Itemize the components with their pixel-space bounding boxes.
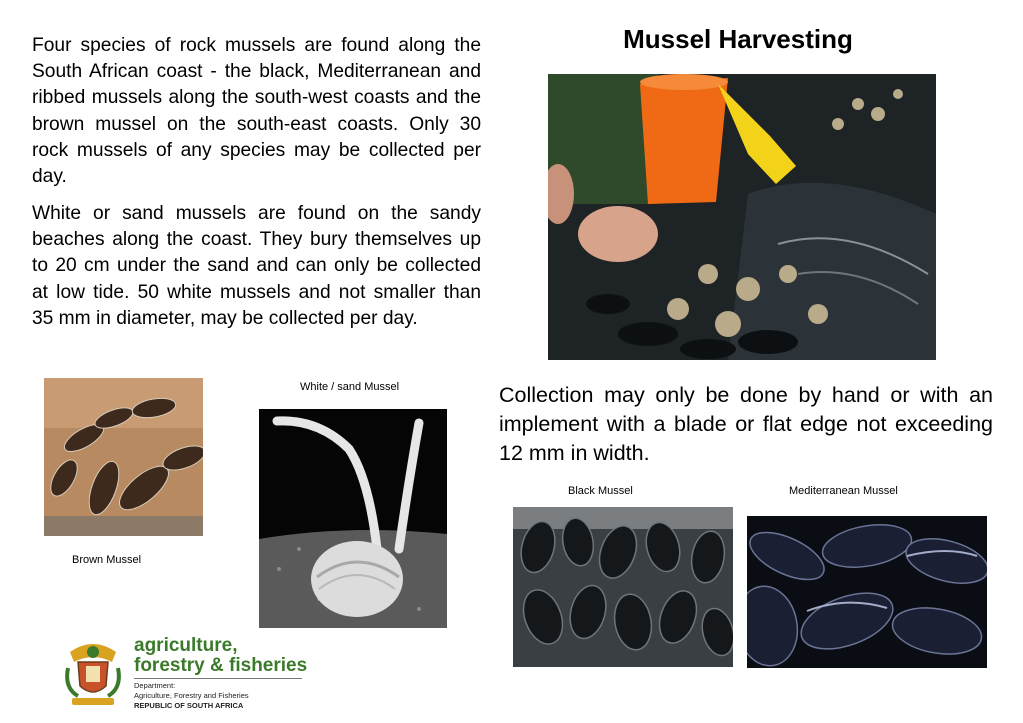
collection-rule-text: Collection may only be done by hand or with an implement with a blade or flat edge not exceeding 12 mm in width. bbox=[499, 383, 993, 465]
coat-of-arms-icon bbox=[64, 638, 122, 710]
logo-wordmark-line-1: agriculture, bbox=[134, 635, 238, 656]
white-mussel-photo bbox=[259, 409, 447, 628]
logo-country: REPUBLIC OF SOUTH AFRICA bbox=[134, 701, 244, 710]
page-title: Mussel Harvesting bbox=[623, 24, 853, 54]
black-mussel-photo bbox=[513, 507, 733, 667]
intro-paragraph-rock-mussels: Four species of rock mussels are found along the South African coast - the black, Mediterranean and ribbed mussels along the south-west coasts and the brown mussel on the south-east coasts. Only 30 rock mussels of any species may be collected per day. bbox=[32, 35, 481, 188]
brown-mussel-caption: Brown Mussel bbox=[72, 554, 142, 566]
harvesting-photo bbox=[548, 74, 936, 360]
white-mussel-caption: White / sand Mussel bbox=[300, 381, 400, 393]
logo-wordmark-line-2: forestry & fisheries bbox=[134, 655, 308, 676]
logo-department-label: Department: bbox=[134, 681, 176, 690]
mediterranean-mussel-photo bbox=[747, 516, 987, 668]
department-logo bbox=[64, 634, 308, 714]
black-mussel-caption: Black Mussel bbox=[568, 485, 633, 497]
brown-mussel-photo bbox=[44, 378, 203, 536]
mediterranean-mussel-caption: Mediterranean Mussel bbox=[789, 485, 898, 497]
logo-department-name: Agriculture, Forestry and Fisheries bbox=[134, 691, 249, 700]
logo-divider bbox=[134, 678, 302, 679]
intro-paragraph-white-mussels: White or sand mussels are found on the sandy beaches along the coast. They bury themselves up to 20 cm under the sand and can only be collected at low tide. 50 white mussels and not smaller than 35 mm in diameter, may be collected per day. bbox=[32, 203, 481, 329]
